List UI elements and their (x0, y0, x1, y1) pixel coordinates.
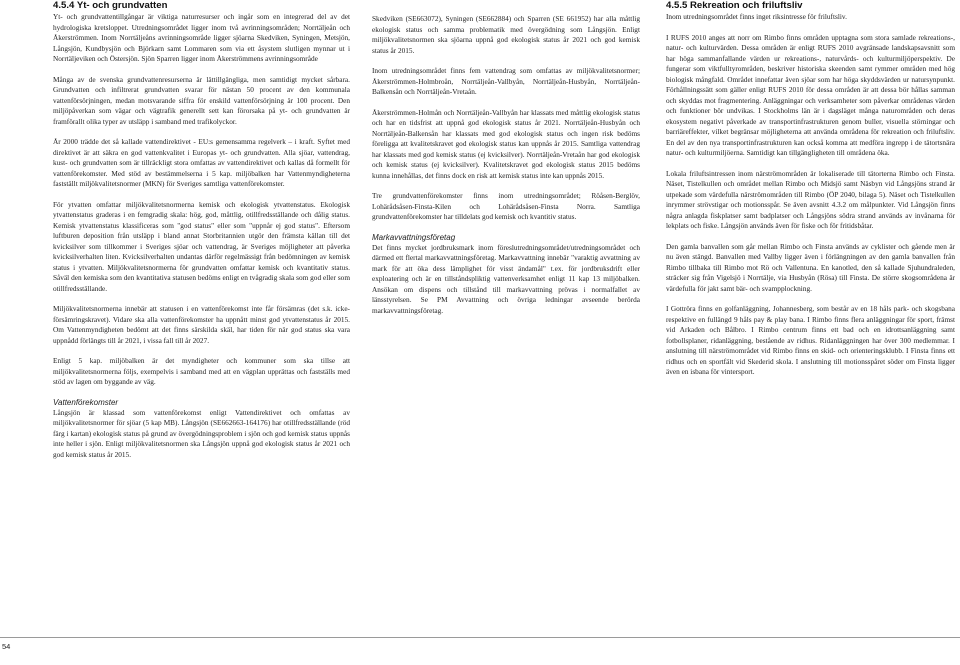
paragraph: För ytvatten omfattar miljökvalitetsnormerna kemisk och ekologisk ytvattenstatus. Ekologisk ytvattenstatus graderas i en femgradig skala: hög, god, måttlig, otillfredsställande och dålig status. Kemisk ytvattenstatus klassificeras som "god status" eller som "uppnår ej god status". Eftersom luftburen deposition från utsläpp i bland annat Storbritannien utgör den främsta källan till det kvicksilver som tillkommer i Sveriges sjöar och vattendrag, är Sveriges möjligheter att påverka kvicksilverhalten liten. Kvicksilverhalten undantas därför regelmässigt från bedömningen av kemisk status i ytvatten. Miljökvalitetsnormerna för grundvatten omfattar kemisk och kvantitativ status. Såväl den kemiska som den kvantitativa statusen bedöms enligt en tvågradig skala som god eller som otillfredsställande. (53, 199, 350, 293)
text-column-right (666, 0, 955, 378)
text-column-middle (372, 14, 640, 316)
paragraph: Långsjön är klassad som vattenförekomst enligt Vattendirektivet och omfattas av miljökvalitetsnormer för sjöar (5 kap MB). Långsjön (SE662663-164176) har otillfredsställande (röd färg i kartan) ekologisk status på grund av övergödningsproblem i sjön och god kemisk status uppnås inte heller i sjön. Enligt miljökvalitetsnormen ska Långsjön uppnå god ekologisk status år 2021 och god kemisk status år 2015. (53, 407, 350, 459)
paragraph: Det finns mycket jordbruksmark inom föreslutredningsområdet/utredningsområdet och därmed ett flertal markavvattningsföretag. Markavvattning innebär "varaktig avvattning av mark för att öka dess lämplighet för visst ändamål" t.ex. för jordbruksdrift eller exploatering och är en tillståndspliktig vattenverksamhet enligt 11 kap 13 miljöbalken. Ansökan om dispens och tillstånd till markavvattning prövas i normalfallet av länsstyrelsen. Se PM Avvattning och övriga ledningar avseende berörda markavvattningsföretag. (372, 242, 640, 315)
page-footer (0, 637, 960, 665)
subheading-markavvattningsforetag: Markavvattningsföretag (372, 232, 456, 242)
paragraph: Skedviken (SE663072), Syningen (SE662884) och Sparren (SE 661952) har alla måttlig ekologisk status och samma problematik med övergödning som Långsjön. Enligt miljökvalitetsnormen ska sjöarna uppnå god ekologisk status år 2021 och god kemisk status år 2015. (372, 14, 640, 55)
paragraph: Åkerströmmen-Holmån och Norrtäljeån-Vallbyån har klassats med måttlig ekologisk status och har en tidsfrist att uppnå god ekologisk status år 2021. Norrtäljeån-Husbyån och Norrtäljeån-Balkensån har klassats med god ekologisk status och ingen risk bedöms föreligga att kvalitetskravet god ekologisk status kan uppnås år 2015. Samtliga vattendrag har klassats med god kemisk status (ej kvicksilver). Norrtäljeån-Vretaån har god ekologisk och kemisk status (ej kvicksilver). Kvalitetskravet god ekologisk status 2015 bedöms kunna innehållas, det finns dock en risk att kemisk status inte kan uppnås 2015. (372, 107, 640, 180)
paragraph: Lokala friluftsintressen inom närströmområden är lokaliserade till tätorterna Rimbo och Finsta. Näset, Tistelkullen och området mellan Rimbo och Midsjö samt Näsbyn vid Långsjöns strand är utpekade som värdefulla närströmområden till Rimbo (ÖP 2040, bilaga 5). Näset och Tistelkullen inrymmer strövstigar och motionsspår. Se även avsnitt 4.3.2 om målpunkter. Vid Långsjön finns några anlagda fiskplatser samt badplatser och Långsjöns södra strand används av invånarna för lekplats och fiske. Långsjön används även för fiske och för fritidsbåtar. (666, 168, 955, 230)
paragraph: Den gamla banvallen som går mellan Rimbo och Finsta används av cyklister och gående men är nu även stängd. Banvallen med Vallby ligger även i förlängningen av den gamla banvallen från Rimbo tillbaka till Rimbo mot Rö och Vallentuna. En kanotled, den så kallade Sjuhundraleden, sträcker sig från Vigelsjö i Norrtälje, via Husbyån (Rösa) till Finsta. De större skogsområdena är värdefulla för jakt samt bär- och svampplockning. (666, 241, 955, 293)
paragraph: Miljökvalitetsnormerna innebär att statusen i en vattenförekomst inte får försämras (det s.k. icke-försämringskravet). Vidare ska alla vattenförekomster ha uppnått minst god ytvattenstatus år 2015. Om Vattenmyndigheten bedömt att det finns särskilda skäl, har tiden för när god status ska vara uppnådd förlängts till år 2021, i vissa fall till år 2027. (53, 304, 350, 345)
subheading-vattenforekomster: Vattenförekomster (53, 397, 119, 407)
paragraph: I RUFS 2010 anges att norr om Rimbo finns områden upptagna som stora samlade rekreations-, natur- och kulturvärden. Dessa områden är enligt RUFS 2010 avgränsade landskapsavsnitt som har höga sammanfallande värden ur rekreations-, naturvårds- och kulturmiljöperspektiv. De fungerar som viktfulltyrområden, beskriver historiska skeenden samt rymmer områden med hög biologisk mångfald. Området innefattar även sjöar som har höga skyddsvärden ur natursynpunkt. Förhållningssätt som gäller enligt RUFS 2010 för dessa områden är att dessa bör hållas samman och skyddas mot fragmentering. Anläggningar och verksamheter som påverkar områdenas värden och funktioner bör undvikas. I Stockholms län är i dagsläget många naturområden och deras ekosystem negativt påverkade av transportinfrastrukturen genom buller, visuella störningar och barriäreffekter, vilket begränsar möjligheterna att använda områdena för rekreation och friluftsliv. En del av den nya transportinfrastrukturen kan också komma att medföra ingrepp i de tätortsnära natur- och kulturmiljöerna. Samtidigt kan tillgängligheten till områdena öka. (666, 32, 955, 157)
paragraph: Inom utredningsområdet finns inget riksintresse för friluftsliv. (666, 12, 847, 21)
page-number: 54 (2, 642, 11, 651)
text-column-left (53, 0, 350, 460)
paragraph: Yt- och grundvattentillgångar är viktiga naturresurser och ingår som en integrerad del av det hydrologiska kretsloppet. Utredningsområdet ligger inom två avrinningsområden; Norrtäljeån och Åkerströmmen. Inom Norrtäljeåns avrinningsområde ligger sjöarna Skedviken, Syningen, Metsjön, Långsjön, Kundbysjön och Björkarn samt Lommaren som via ett åsystem slutligen mynnar ut i Norrtäljeviken och Östersjön. Sjön Sparren ligger inom Åkerströmmens avrinningsområde (53, 12, 350, 63)
paragraph: Många av de svenska grundvattenresurserna är lättillgängliga, men samtidigt mycket sårbara. Grundvatten och infiltrerat grundvatten svarar för nästan 50 procent av den kommunala vattenförsörjningen, medan motsvarande siffra för enskild vattenförsörjning är 100 procent. Den miljöpåverkan som vägar och vägtrafik generellt sett kan förorsaka på yt- och grundvatten är framförallt olika typer av utsläpp i samband med trafikolyckor. (53, 74, 350, 126)
section-heading-yt-och-grundvatten: 4.5.4 Yt- och grundvatten (53, 0, 168, 11)
paragraph: I Gottröra finns en golfanläggning, Johannesberg, som består av en 18 håls park- och skogsbana respektive en fullängd 9 håls pay & play bana. I Rimbo finns flera anläggningar för sport, främst vid Arkaden och Bålbro. I Rimbo centrum finns ett bad och en idrottsanläggning samt fotbollsplaner, ridanläggning, bestående av ridhus. Ridanläggningen har över 300 medlemmar. I anslutning till närströmområdet vid Rimbo finns en skid- och orienteringsklubb. I Finsta finns ett ridhus och en sportfält vid Skederid skola. I anslutning till motionsspåret söder om Finsta ligger även en isbana för vintersport. (666, 304, 955, 376)
paragraph: År 2000 trädde det så kallade vattendirektivet - EU:s gemensamma regelverk – i kraft. Syftet med direktivet är att säkra en god vattenkvalitet i Europas yt- och grundvatten. Alla sjöar, vattendrag, kust- och grundvatten som är tillräckligt stora omfattas av vattendirektivet och kallas då formellt för vattenförekomster. Med stöd av bestämmelserna i 5 kap. miljöbalken har Vattenmyndigheterna fastställt miljökvalitetsnormer (MKN) för Sveriges samtliga vattenförekomster. (53, 137, 350, 188)
section-heading-rekreation-och-friluftsliv: 4.5.5 Rekreation och friluftsliv (666, 0, 803, 11)
paragraph: Tre grundvattenförekomster finns inom utredningsområdet; Röåsen-Berglöv, Lohärådsåsen-Finsta-Kilen och Lohärådsåsen-Finsta Norra. Samtliga grundvattenförekomster har tilldelats god kemisk och kvantitiv status. (372, 191, 640, 221)
paragraph: Enligt 5 kap. miljöbalken är det myndigheter och kommuner som ska tillse att miljökvalitetsnormerna följs, exempelvis i samband med att en vägplan upprättas och fastställs med stöd av lagen om byggande av väg. (53, 356, 350, 386)
paragraph: Inom utredningsområdet finns fem vattendrag som omfattas av miljökvalitetsnormer; Åkerströmmen-Holmbroån, Norrtäljeån-Vallbyån, Norrtäljeån-Husbyån, Norrtäljeån-Balkensån och Norrtäljeån-Vretaån. (372, 66, 640, 96)
